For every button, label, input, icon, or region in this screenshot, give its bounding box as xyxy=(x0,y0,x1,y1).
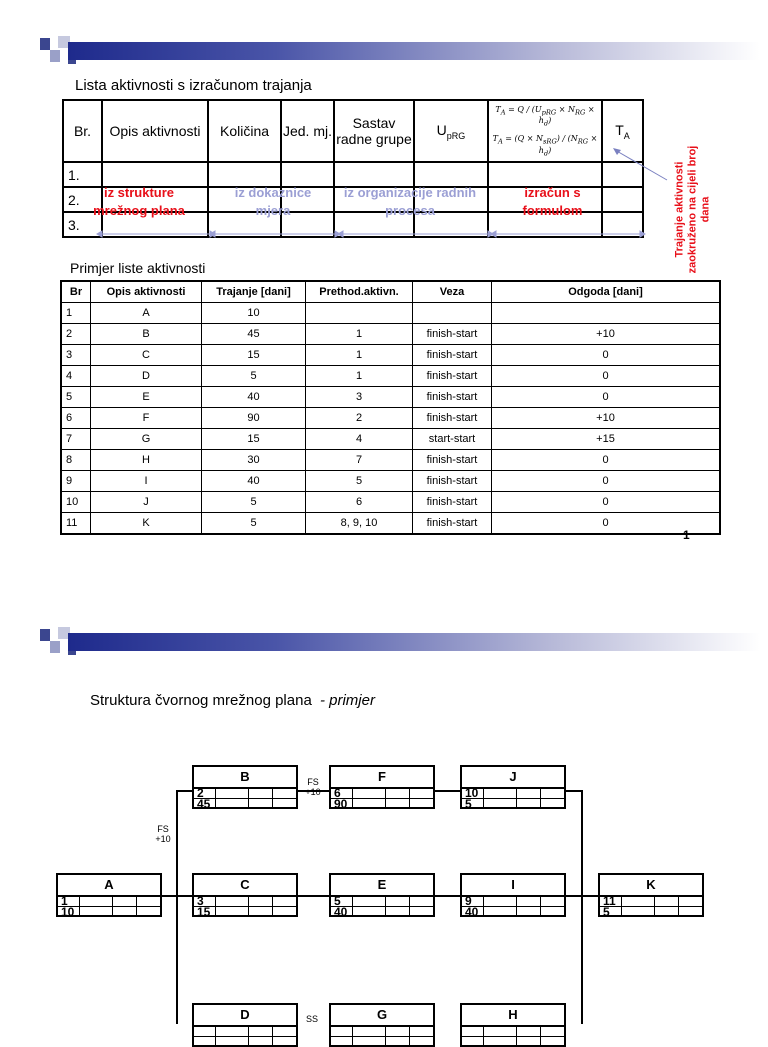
table-cell: 0 xyxy=(492,387,721,408)
node-duration: 5 xyxy=(603,905,610,919)
th-odgoda: Odgoda [dani] xyxy=(492,281,721,303)
node-b xyxy=(192,765,298,809)
line-to-b xyxy=(176,790,192,792)
note-measures: iz dokaznice mjera xyxy=(234,185,312,218)
line-e-i xyxy=(433,895,460,897)
table-cell: B xyxy=(91,324,202,345)
node-name: B xyxy=(194,767,296,789)
table-cell: 90 xyxy=(202,408,306,429)
vertical-trunk xyxy=(176,790,178,1024)
network-title-suffix: - primjer xyxy=(319,692,375,709)
table-cell: D xyxy=(91,366,202,387)
table-cell: I xyxy=(91,471,202,492)
table-cell: 6 xyxy=(306,492,413,513)
th-opis: Opis aktivnosti xyxy=(91,281,202,303)
line-f-j xyxy=(433,790,460,792)
node-number: 3 xyxy=(197,894,204,908)
table-cell: 2 xyxy=(61,324,91,345)
node-number: 10 xyxy=(465,786,479,800)
table-cell: finish-start xyxy=(413,387,492,408)
table-cell xyxy=(492,303,721,324)
col-br: Br. xyxy=(63,100,102,162)
table-cell: 8, 9, 10 xyxy=(306,513,413,535)
node-name: F xyxy=(331,767,433,789)
side-note: Trajanje aktivnosti zaokruženo na cijeli broj dana xyxy=(673,145,712,274)
node-g xyxy=(329,1003,435,1047)
schema-row-1: 1. xyxy=(63,162,102,187)
table-cell: A xyxy=(91,303,202,324)
table-cell: E xyxy=(91,387,202,408)
node-c xyxy=(192,873,298,917)
col-ta: $T_A$ xyxy=(602,100,643,162)
right-trunk xyxy=(581,790,583,1024)
table-row xyxy=(61,366,720,387)
table-cell: 10 xyxy=(61,492,91,513)
table-cell: 5 xyxy=(202,366,306,387)
node-duration: 40 xyxy=(334,905,348,919)
col-sastav: Sastav radne grupe xyxy=(334,100,414,162)
table-cell: finish-start xyxy=(413,513,492,535)
table-cell: start-start xyxy=(413,429,492,450)
table-row xyxy=(61,324,720,345)
table-cell: 40 xyxy=(202,471,306,492)
node-number: 1 xyxy=(61,894,68,908)
side-note-arrow xyxy=(605,140,675,190)
table-cell: 0 xyxy=(492,345,721,366)
table-cell: 1 xyxy=(306,345,413,366)
table-cell: 15 xyxy=(202,429,306,450)
table-cell: 6 xyxy=(61,408,91,429)
col-kolicina: Količina xyxy=(208,100,281,162)
line-to-c xyxy=(176,895,192,897)
table-cell: F xyxy=(91,408,202,429)
node-name: A xyxy=(58,875,160,897)
slide-header-bar xyxy=(40,36,760,76)
node-f xyxy=(329,765,435,809)
range-arrows xyxy=(60,226,650,242)
node-a xyxy=(56,873,162,917)
table-cell: K xyxy=(91,513,202,535)
table-row xyxy=(61,492,720,513)
table-cell: finish-start xyxy=(413,492,492,513)
note-organization: iz organizacije radnih procesa xyxy=(343,185,477,218)
table-row xyxy=(61,408,720,429)
table-cell: 5 xyxy=(306,471,413,492)
schema-row-2: 2. xyxy=(63,187,102,212)
node-name: C xyxy=(194,875,296,897)
node-duration: 40 xyxy=(465,905,479,919)
table-row xyxy=(61,387,720,408)
table-cell: 7 xyxy=(306,450,413,471)
label-dg: SS xyxy=(305,1014,318,1024)
table-cell: finish-start xyxy=(413,324,492,345)
table-cell: 3 xyxy=(306,387,413,408)
table-cell: 3 xyxy=(61,345,91,366)
label-ab: FS +10 xyxy=(155,824,171,844)
table-cell: 0 xyxy=(492,471,721,492)
network-title xyxy=(90,692,375,709)
table-row xyxy=(61,345,720,366)
th-br: Br xyxy=(61,281,91,303)
slide-header-bar-2 xyxy=(40,627,760,667)
page-number: 1 xyxy=(683,528,690,542)
node-name: H xyxy=(462,1005,564,1027)
note-formula: izračun s formulom xyxy=(522,185,583,218)
node-duration: 15 xyxy=(197,905,211,919)
th-trajanje: Trajanje [dani] xyxy=(202,281,306,303)
node-name: I xyxy=(462,875,564,897)
node-name: J xyxy=(462,767,564,789)
table-cell: finish-start xyxy=(413,408,492,429)
table-cell: 5 xyxy=(202,513,306,535)
example-title: Primjer liste aktivnosti xyxy=(70,260,206,276)
table-cell: 0 xyxy=(492,450,721,471)
table-cell xyxy=(306,303,413,324)
formula-cell xyxy=(488,100,602,162)
table-cell: 30 xyxy=(202,450,306,471)
table-cell: 9 xyxy=(61,471,91,492)
table-row xyxy=(61,429,720,450)
table-cell: 1 xyxy=(306,324,413,345)
table-cell: 40 xyxy=(202,387,306,408)
table-cell: +10 xyxy=(492,408,721,429)
table-cell: H xyxy=(91,450,202,471)
table-cell: finish-start xyxy=(413,450,492,471)
table-cell: G xyxy=(91,429,202,450)
formula-2: $T_A = (Q \times N_{sRG}) / (N_{RG} \times h_d)$ xyxy=(492,134,598,158)
node-k xyxy=(598,873,704,917)
table-cell: 0 xyxy=(492,513,721,535)
table-cell: 5 xyxy=(202,492,306,513)
node-name: D xyxy=(194,1005,296,1027)
node-name: K xyxy=(600,875,702,897)
activity-table xyxy=(60,280,721,535)
line-j-out xyxy=(565,790,581,792)
table-cell: 11 xyxy=(61,513,91,535)
node-e xyxy=(329,873,435,917)
th-veza: Veza xyxy=(413,281,492,303)
node-number: 2 xyxy=(197,786,204,800)
table-row xyxy=(61,513,720,535)
node-i xyxy=(460,873,566,917)
table-cell: 1 xyxy=(61,303,91,324)
col-jed: Jed. mj. xyxy=(281,100,334,162)
th-prethod: Prethod.aktivn. xyxy=(306,281,413,303)
note-structure: iz strukture mrežnog plana xyxy=(93,185,185,218)
table-cell: 10 xyxy=(202,303,306,324)
node-name: G xyxy=(331,1005,433,1027)
table-cell: +10 xyxy=(492,324,721,345)
table-cell: +15 xyxy=(492,429,721,450)
table-cell: finish-start xyxy=(413,471,492,492)
schema-title: Lista aktivnosti s izračunom trajanja xyxy=(75,77,312,94)
table-cell: 4 xyxy=(61,366,91,387)
line-c-e xyxy=(296,895,329,897)
table-cell: J xyxy=(91,492,202,513)
table-cell: 2 xyxy=(306,408,413,429)
node-duration: 90 xyxy=(334,797,348,811)
label-bf: FS +10 xyxy=(305,777,321,797)
table-cell: 8 xyxy=(61,450,91,471)
node-duration: 5 xyxy=(465,797,472,811)
table-row xyxy=(61,450,720,471)
table-cell: 15 xyxy=(202,345,306,366)
table-cell: 1 xyxy=(306,366,413,387)
node-number: 9 xyxy=(465,894,472,908)
node-duration: 45 xyxy=(197,797,211,811)
network-title-text: Struktura čvornog mrežnog plana xyxy=(90,692,312,709)
table-row xyxy=(61,303,720,324)
node-j xyxy=(460,765,566,809)
formula-1: $T_A = Q / (U_{pRG} \times N_{RG} \times h_d)$ xyxy=(495,104,595,128)
table-cell: finish-start xyxy=(413,366,492,387)
node-number: 6 xyxy=(334,786,341,800)
node-name: E xyxy=(331,875,433,897)
table-cell: 5 xyxy=(61,387,91,408)
col-uprg: $U_{pRG}$ xyxy=(414,100,488,162)
line-a-trunk xyxy=(160,895,176,897)
table-cell: 0 xyxy=(492,366,721,387)
node-number: 11 xyxy=(603,894,616,908)
table-cell: 4 xyxy=(306,429,413,450)
table-cell: 7 xyxy=(61,429,91,450)
table-cell: 45 xyxy=(202,324,306,345)
schema-row-3: 3. xyxy=(63,212,102,237)
table-row xyxy=(61,471,720,492)
table-cell xyxy=(413,303,492,324)
col-opis: Opis aktivnosti xyxy=(102,100,208,162)
node-d xyxy=(192,1003,298,1047)
table-cell: 0 xyxy=(492,492,721,513)
node-h xyxy=(460,1003,566,1047)
node-number: 5 xyxy=(334,894,341,908)
table-cell: C xyxy=(91,345,202,366)
table-cell: finish-start xyxy=(413,345,492,366)
node-duration: 10 xyxy=(61,905,75,919)
